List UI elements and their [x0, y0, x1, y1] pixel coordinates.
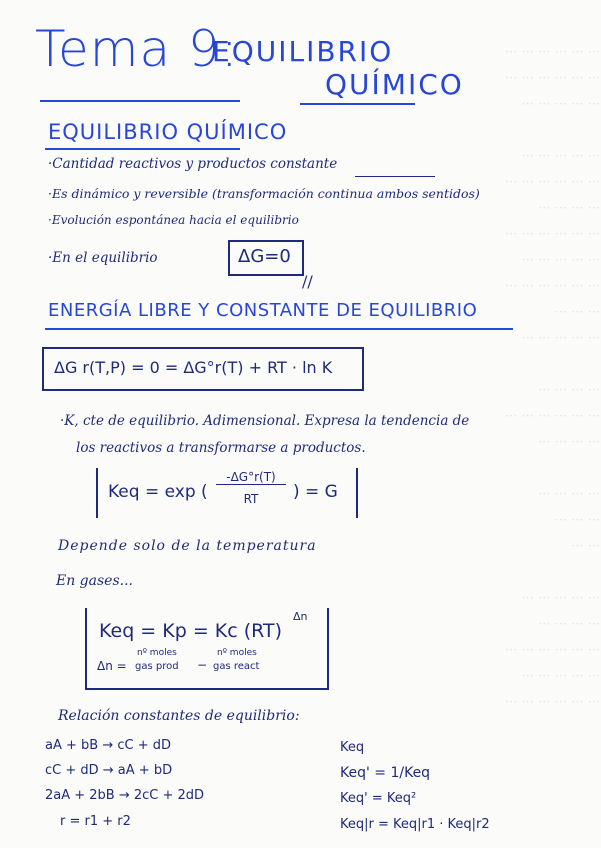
constant-row-4: Keq|r = Keq|r1 · Keq|r2 [340, 817, 490, 832]
section1-heading-underline [45, 148, 240, 150]
keq-kp-exponent: Δn [293, 610, 308, 623]
delta-n-label: Δn = [97, 659, 127, 673]
section2-heading: ENERGÍA LIBRE Y CONSTANTE DE EQUILIBRIO [48, 300, 478, 321]
section1-bullet-2: ·Es dinámico y reversible (transformación continua ambos sentidos) [48, 186, 480, 201]
keq-exp-numerator: -ΔG°r(T) [216, 470, 286, 485]
keq-exp-right: ) = G [293, 482, 338, 502]
constant-row-2: Keq' = 1/Keq [340, 765, 431, 781]
constante-underline [355, 176, 435, 177]
section1-bullet-1: ·Cantidad reactivos y productos constante [48, 156, 338, 172]
reaction-row-3: 2aA + 2bB → 2cC + 2dD [45, 788, 205, 803]
title-underline [40, 100, 240, 102]
constant-row-3: Keq' = Keq² [340, 791, 417, 806]
section1-bullet-3: ·Evolución espontánea hacia el equilibrio [48, 213, 299, 227]
subtitle-underline [300, 103, 415, 105]
delta-n-den-prod: gas prod [135, 661, 179, 672]
reaction-row-2: cC + dD → aA + bD [45, 763, 173, 778]
keq-exp-left: Keq = exp ( [108, 482, 208, 502]
title-subtitle-line2: QUÍMICO [325, 68, 464, 101]
keq-exp-box [96, 468, 358, 518]
delta-g-box [228, 240, 304, 276]
constant-row-1: Keq [340, 740, 365, 755]
energy-equation-box [42, 347, 364, 391]
delta-g-equation: ΔG=0 [238, 246, 291, 267]
bleed-through-background: ··· ··· ··· ··· ··· ··· ··· ··· ··· ··· ··· ··· ··· ··· ··· ··· ··· ··· ··· ··· ··· ··· ··· ··· ··· ··· ··· ··· ··· ··· ··· ··· ··· ··· ··· ··· ··· ··· ··· ··· ··· ··· ··· ··· ··· ··· ··· ··· ··· ··· ··· ··· ··· ··· ··· ··· ··· ··· ··· ··· ··· ··· ··· ··· ··· ··· ··· ··· ··· ··· ··· ··· ··· ··· ··· ··· ··· ··· ··· ··· ··· ··· ··· ··· ··· ··· ··· ··· ··· ··· ··· ··· ··· ··· ··· ··· ··· ··· ··· ··· ··· ··· ··· ··· ··· ··· [504, 45, 600, 710]
title-subtitle-line1: EQUILIBRIO [212, 35, 394, 68]
section1-heading: EQUILIBRIO QUÍMICO [48, 120, 288, 144]
delta-n-num-prod: nº moles [137, 648, 177, 658]
k-description-line2: los reactivos a transformarse a productos. [76, 440, 366, 456]
double-slash-mark: // [302, 272, 313, 291]
keq-kp-box [85, 608, 329, 690]
energy-equation: ΔG r(T,P) = 0 = ΔG°r(T) + RT · ln K [54, 358, 333, 377]
delta-n-minus: − [197, 658, 208, 672]
reaction-row-1: aA + bB → cC + dD [45, 738, 171, 753]
depends-on-temperature: Depende solo de la temperatura [58, 538, 317, 554]
reaction-row-4: r = r1 + r2 [60, 814, 131, 829]
in-gases-label: En gases... [56, 573, 133, 589]
keq-exp-denominator: RT [243, 492, 259, 506]
section1-bullet-4: ·En el equilibrio [48, 250, 158, 266]
section2-heading-underline [45, 328, 513, 330]
k-description-line1: ·K, cte de equilibrio. Adimensional. Expresa la tendencia de [60, 413, 470, 429]
delta-n-den-react: gas react [213, 661, 260, 672]
keq-kp-equation: Keq = Kp = Kc (RT) [99, 620, 282, 642]
delta-n-num-react: nº moles [217, 648, 257, 658]
page-title: Tema 9: [35, 20, 239, 78]
section3-heading: Relación constantes de equilibrio: [58, 708, 300, 724]
